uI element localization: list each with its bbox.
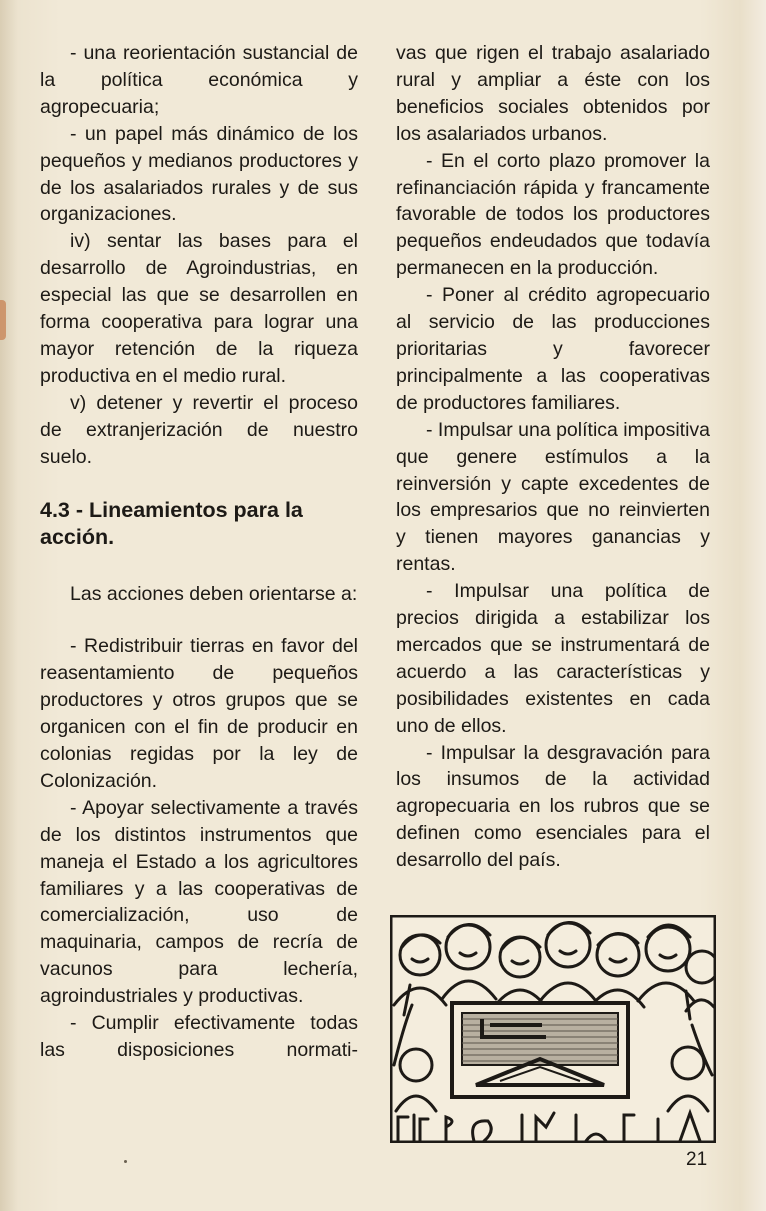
right-column: [396, 40, 710, 874]
left-column: [40, 40, 358, 1064]
list-item: - Cumplir efectivamente todas las disposiciones normati-: [40, 1012, 358, 1061]
list-item: - Impulsar una política impositiva que genere estímulos a la reinversión y capte excedentes de los empresarios que no reinvierten y tienen mayores ganancias y rentas.: [396, 418, 710, 576]
paragraph-continuation: vas que rigen el trabajo asalariado rural y ampliar a éste con los beneficios sociales obtenidos por los asalariados urbanos.: [396, 42, 710, 145]
paragraph: iv) sentar las bases para el desarrollo de Agroindustrias, en especial las que se desarrollen en forma cooperativa para lograr una mayor retención de la riqueza productiva en el medio rural.: [40, 230, 358, 387]
lead-in-text: Las acciones deben orientarse a:: [70, 582, 358, 605]
paragraph: v) detener y revertir el proceso de extranjerización de nuestro suelo.: [40, 391, 358, 468]
page-number: 21: [686, 1149, 708, 1170]
list-item: - Apoyar selectivamente a través de los distintos instrumentos que maneja el Estado a los agricultores familiares y a las cooperativas de comercialización, uso de maquinaria, campos de recría de vacunos para lechería, agroindustriales y productivas.: [40, 796, 358, 1008]
section-heading: 4.3 - Lineamientos para la acción.: [40, 497, 303, 549]
list-item: - Impulsar la desgravación para los insumos de la actividad agropecuaria en los rubros que se definen como esenciales para el desarrollo del país.: [396, 741, 710, 872]
paragraph: - un papel más dinámico de los pequeños y medianos productores y de los asalariados rurales y de sus organizaciones.: [40, 122, 358, 226]
binding-mark: [0, 300, 6, 340]
printing-speck: [124, 1160, 127, 1163]
list-item: - En el corto plazo promover la refinanciación rápida y francamente favorable de todos los productores pequeños endeudados que todavía permanecen en la producción.: [396, 149, 710, 280]
list-item: - Redistribuir tierras en favor del reasentamiento de pequeños productores y otros grupos que se organicen con el fin de producir en colonias regidas por la ley de Colonización.: [40, 635, 358, 792]
list-item: - Impulsar una política de precios dirigida a estabilizar los mercados que se instrumentará de acuerdo a las características y posibilidades existentes en cada uno de ellos.: [396, 580, 710, 737]
paragraph: - una reorientación sustancial de la política económica y agropecuaria;: [40, 42, 358, 118]
crowd-with-banner-illustration: [390, 915, 716, 1143]
list-item: - Poner al crédito agropecuario al servicio de las producciones prioritarias y favorecer principalmente a las cooperativas de productores familiares.: [396, 284, 710, 414]
